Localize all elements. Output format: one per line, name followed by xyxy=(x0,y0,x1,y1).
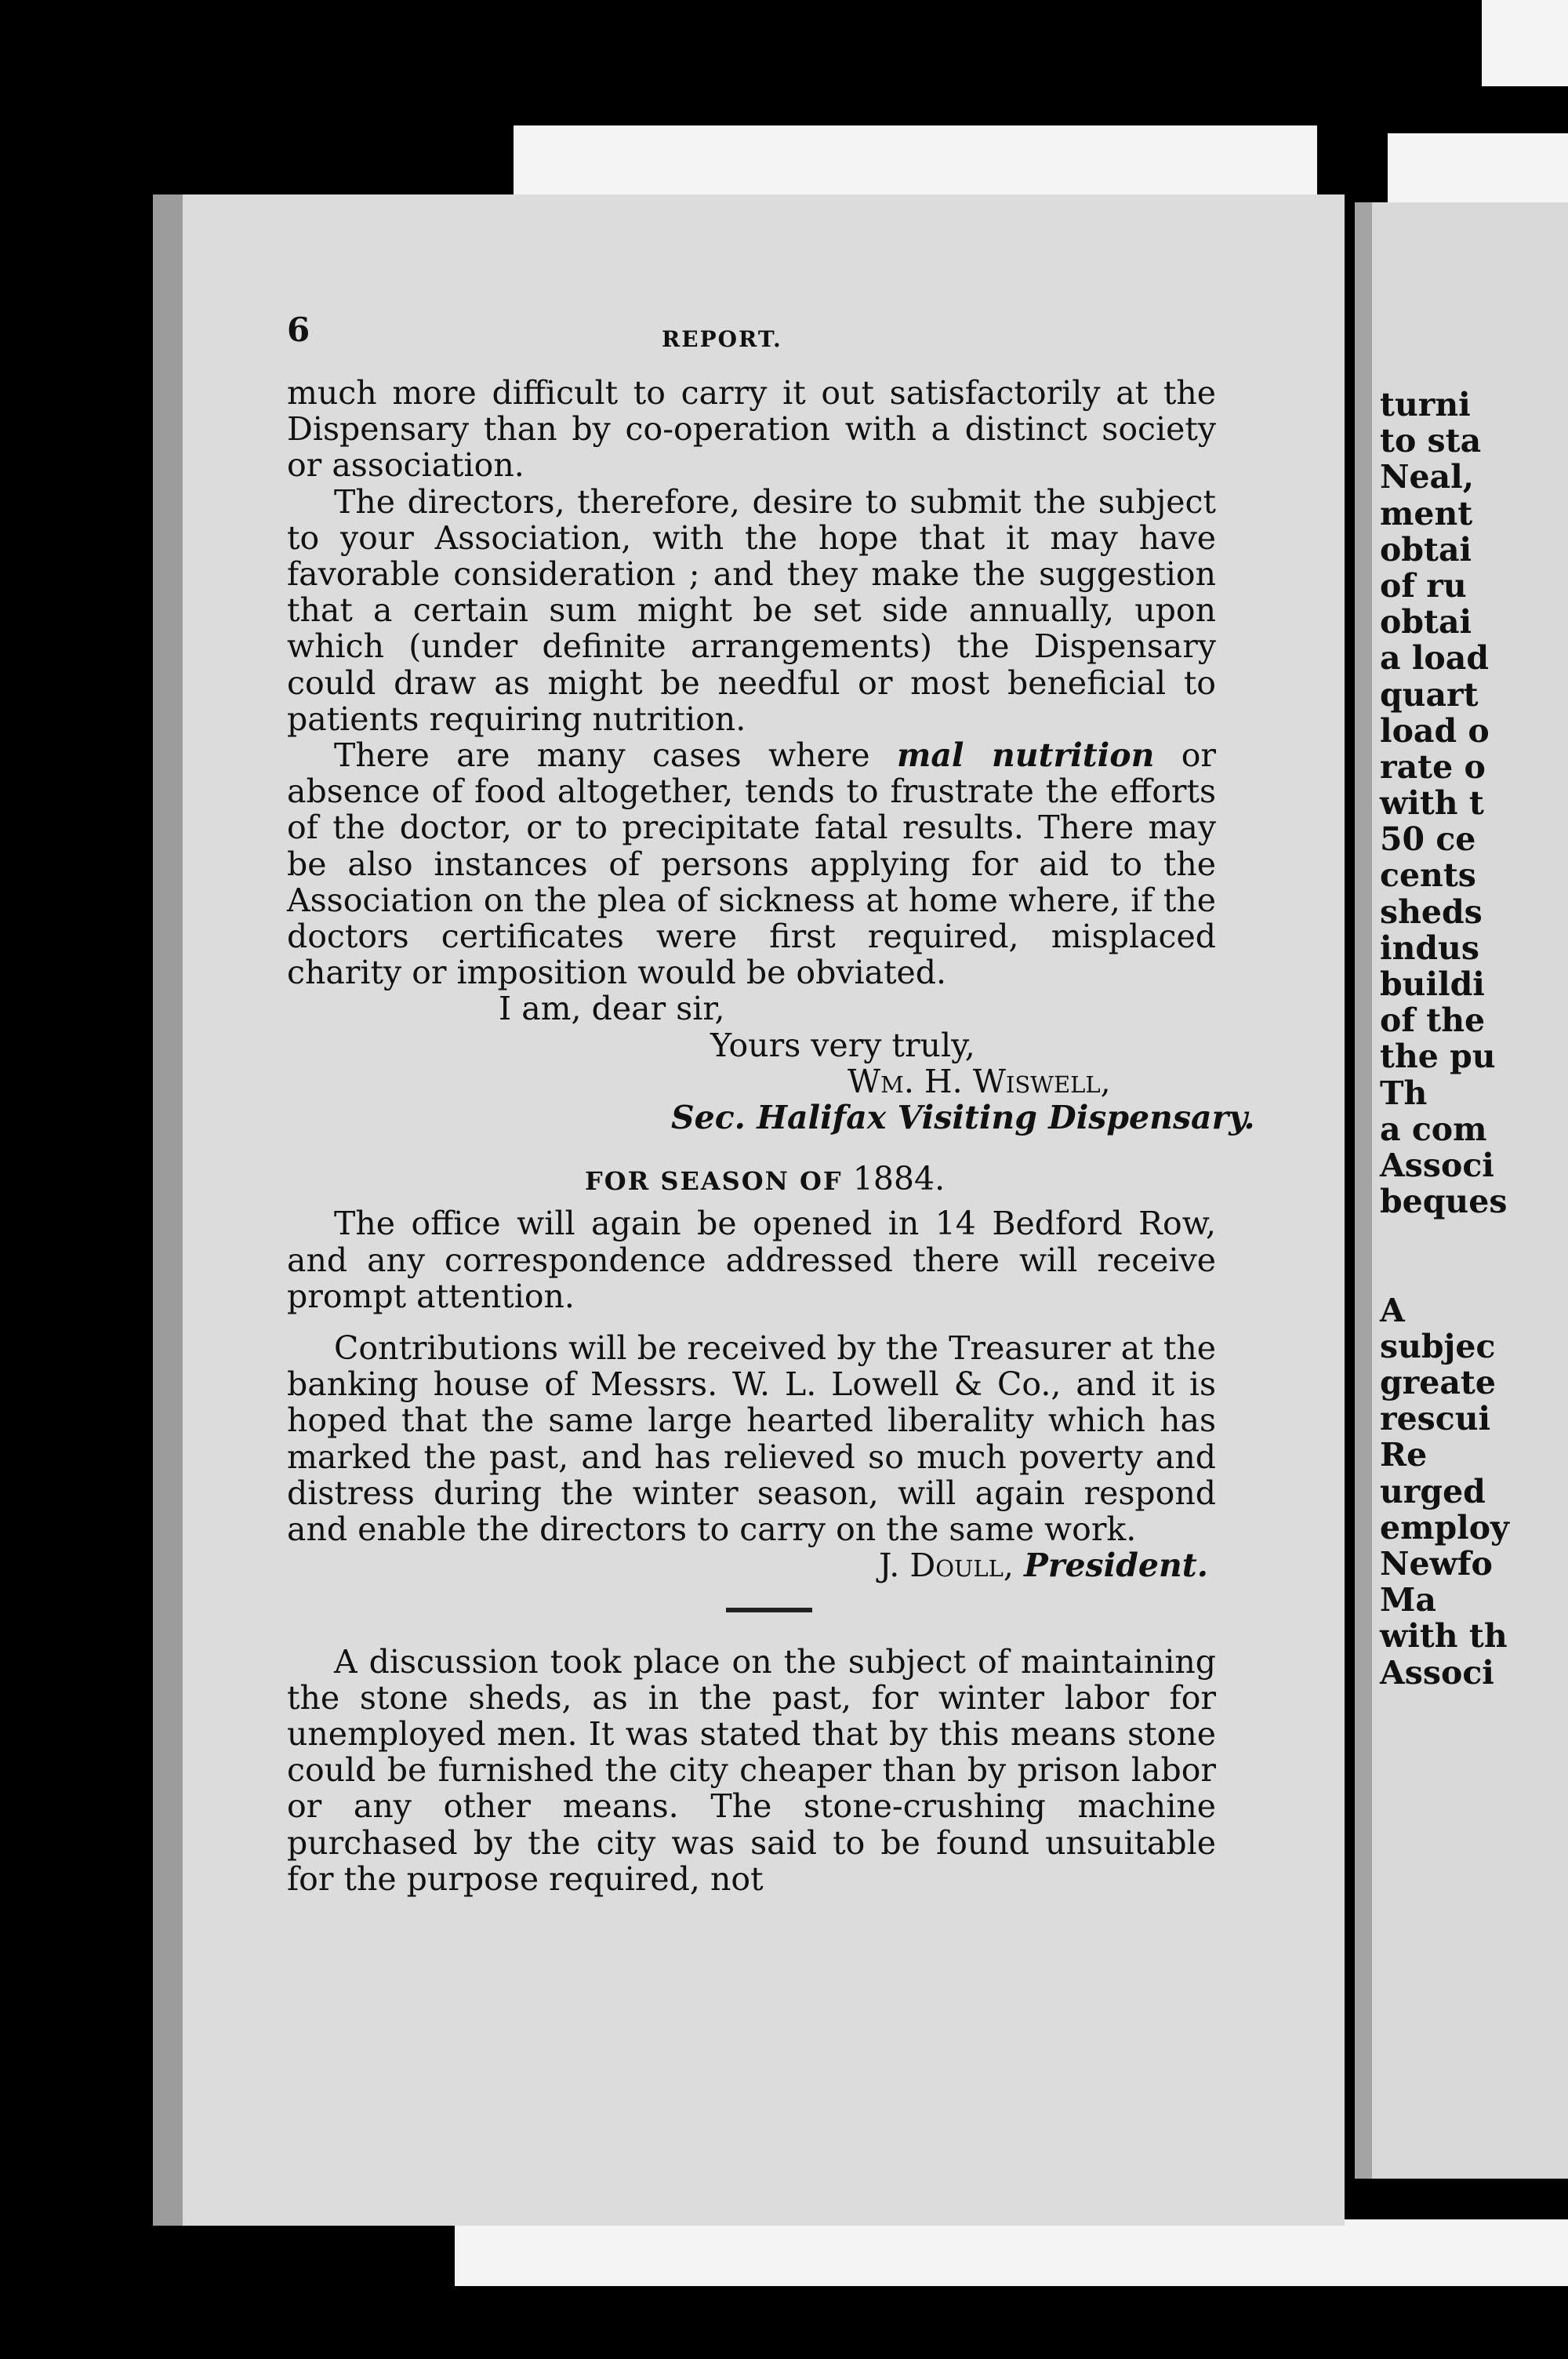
facing-page-line: subjec xyxy=(1380,1327,1496,1365)
page-tab-top-left xyxy=(514,125,1317,198)
paragraph-1: much more difficult to carry it out satisfactorily at the Dispensary than by co-operation with a distinct society or association. xyxy=(287,374,1216,485)
facing-page-line xyxy=(1380,1219,1509,1256)
facing-page-line: buildi xyxy=(1380,965,1485,1003)
facing-page-line: Th xyxy=(1380,1074,1428,1112)
signer-name: Wm. H. Wiswell, xyxy=(848,1062,1111,1100)
paragraph-3-emphasis: mal nutrition xyxy=(896,736,1155,775)
facing-page-line: rescui xyxy=(1380,1400,1491,1438)
facing-page-line: quart xyxy=(1380,675,1479,714)
facing-page-line: turni xyxy=(1380,386,1471,423)
paragraph-2: The directors, therefore, desire to submit the subject to your Association, with the hope that it may have favorable consideration ; and they make the suggestion that a certain sum might be set side annually, upon which (under definite arrangements) the Dispensary could draw as might be needful or most beneficial to patients requiring nutrition. xyxy=(287,482,1216,738)
facing-page-line: 50 ce xyxy=(1380,820,1476,859)
president-signature xyxy=(287,1547,1216,1583)
page-number: 6 xyxy=(287,311,310,349)
page-header xyxy=(287,312,1216,375)
facing-page-line: to sta xyxy=(1380,422,1482,460)
facing-page-line: with th xyxy=(1380,1617,1508,1656)
left-page xyxy=(153,194,1345,2226)
facing-page-line: cents xyxy=(1380,856,1476,895)
facing-page-line: A xyxy=(1380,1291,1405,1329)
facing-page-line: employ xyxy=(1380,1508,1509,1547)
paragraph-3-start: There are many cases where xyxy=(334,736,897,775)
facing-page-line xyxy=(1380,1256,1509,1292)
facing-page-line: of the xyxy=(1380,1001,1486,1040)
facing-page-line: obtai xyxy=(1380,530,1472,569)
facing-page-line: Re xyxy=(1380,1436,1428,1474)
paragraph-5: Contributions will be received by the Treasurer at the banking house of Messrs. W. L. Lowell & Co., and it is hoped that the same large hearted liberality which has marked the past, and has relieved so much poverty and distress during the winter season, will again respond and enable the directors to carry on the same work. xyxy=(287,1329,1216,1549)
facing-page-line: beques xyxy=(1380,1183,1508,1221)
facing-page-line: with t xyxy=(1380,784,1484,823)
facing-page-line: Newfo xyxy=(1380,1545,1493,1583)
facing-page-line: Associ xyxy=(1380,1146,1494,1184)
facing-page-line: obtai xyxy=(1380,603,1472,642)
facing-page-line: load o xyxy=(1380,711,1490,750)
valediction: Yours very truly, xyxy=(710,1026,975,1064)
season-heading-text: FOR SEASON OF xyxy=(585,1166,853,1197)
president-name: J. Doull, xyxy=(879,1547,1014,1585)
paragraph-3 xyxy=(287,737,1216,990)
paragraph-4: The office will again be opened in 14 Bedford Row, and any correspondence addressed there will receive prompt attention. xyxy=(287,1205,1216,1315)
facing-page xyxy=(1355,202,1568,2179)
facing-page-line: rate o xyxy=(1380,747,1486,786)
paragraph-6: A discussion took place on the subject of maintaining the stone sheds, as in the past, for winter labor for unemployed men. It was stated that by this means stone could be furnished the city cheaper than by prison labor or any other means. The stone-crushing machine purchased by the city was said to be found unsuitable for the purpose required, not xyxy=(287,1642,1216,1898)
facing-page-line: Ma xyxy=(1380,1581,1436,1619)
closing-line: I am, dear sir, xyxy=(499,990,725,1028)
facing-page-line: ment xyxy=(1380,494,1473,533)
section-rule xyxy=(726,1608,812,1612)
facing-page-line: greate xyxy=(1380,1364,1496,1402)
facing-page-line: Associ xyxy=(1380,1653,1494,1692)
facing-page-line: a load xyxy=(1380,639,1489,678)
running-title: REPORT. xyxy=(662,326,782,352)
facing-page-line: sheds xyxy=(1380,892,1483,931)
facing-page-line: indus xyxy=(1380,929,1479,967)
page-tab-bottom xyxy=(455,2219,1568,2286)
page-tab-top-corner xyxy=(1482,0,1568,86)
paragraph-3-rest: or absence of food altogether, tends to frustrate the efforts of the doctor, or to precipitate fatal results. There may be also instances of persons applying for aid to the Association on the plea of sickness at home where, if the doctors certificates were first required, misplaced charity or imposition would be obviated. xyxy=(287,736,1216,992)
facing-page-line: of ru xyxy=(1380,566,1467,605)
facing-page-line: a com xyxy=(1380,1110,1487,1148)
signer-title: Sec. Halifax Visiting Dispensary. xyxy=(671,1099,1255,1137)
season-heading xyxy=(287,1161,1216,1199)
president-title: President. xyxy=(1024,1547,1208,1585)
facing-page-text xyxy=(1380,387,1509,1691)
page-tab-top-right xyxy=(1388,133,1568,204)
page-text xyxy=(287,311,1255,1898)
facing-page-line: urged xyxy=(1380,1472,1486,1510)
season-heading-year: 1884. xyxy=(852,1160,946,1198)
facing-page-line: the pu xyxy=(1380,1038,1496,1076)
facing-page-line: Neal, xyxy=(1380,458,1474,496)
